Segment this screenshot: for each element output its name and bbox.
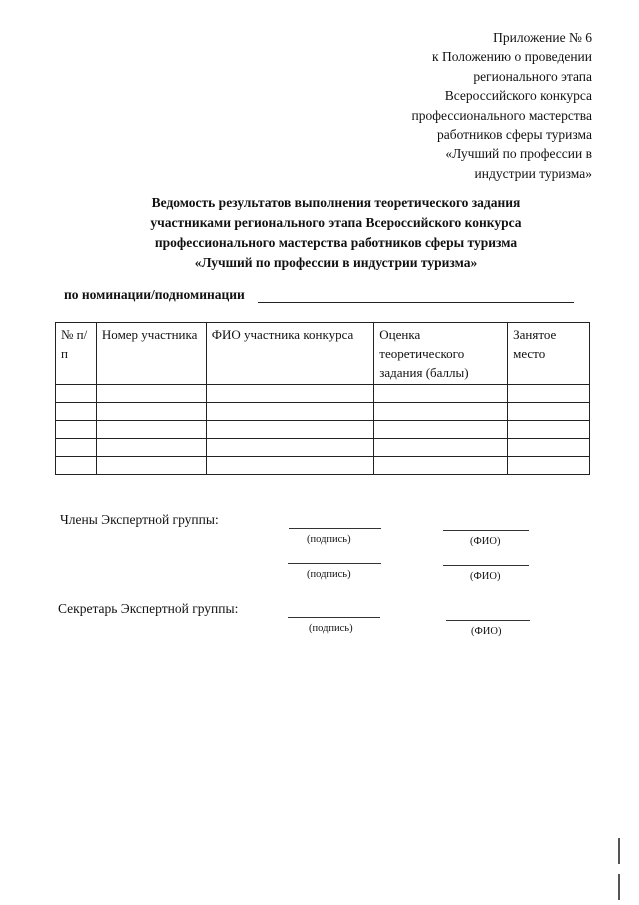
table-cell[interactable] (56, 385, 97, 403)
table-cell[interactable] (96, 439, 206, 457)
signature-line[interactable] (288, 563, 381, 564)
table-cell[interactable] (206, 403, 374, 421)
annex-line: работников сферы туризма (436, 127, 592, 143)
document-title (120, 193, 552, 273)
table-cell[interactable] (56, 421, 97, 439)
table-cell[interactable] (374, 421, 508, 439)
table-cell[interactable] (508, 421, 590, 439)
table-cell[interactable] (96, 385, 206, 403)
table-cell[interactable] (56, 439, 97, 457)
name-line[interactable] (443, 530, 529, 531)
results-table (55, 322, 590, 475)
name-caption: (ФИО) (471, 626, 502, 637)
table-cell[interactable] (206, 421, 374, 439)
table-cell[interactable] (96, 457, 206, 475)
table-row (56, 385, 590, 403)
table-cell[interactable] (56, 457, 97, 475)
table-cell[interactable] (508, 403, 590, 421)
name-line[interactable] (443, 565, 529, 566)
annex-line: индустрии туризма» (474, 165, 592, 181)
annex-line: к Положению о проведении (432, 49, 592, 65)
table-header-row (56, 323, 590, 385)
annex-header (412, 28, 592, 183)
table-row (56, 439, 590, 457)
annex-line: Приложение № 6 (493, 30, 592, 45)
header-score: Оценка теоретического задания (баллы) (374, 323, 508, 385)
table-cell[interactable] (508, 385, 590, 403)
table-cell[interactable] (374, 385, 508, 403)
table-cell[interactable] (96, 403, 206, 421)
table-row (56, 457, 590, 475)
signature-caption: (подпись) (309, 623, 353, 634)
signature-caption: (подпись) (307, 534, 351, 545)
annex-line: профессионального мастерства (411, 107, 592, 123)
table-cell[interactable] (374, 403, 508, 421)
table-row (56, 403, 590, 421)
table-cell[interactable] (374, 439, 508, 457)
table-cell[interactable] (508, 439, 590, 457)
signature-line[interactable] (289, 528, 381, 529)
experts-label: Члены Экспертной группы: (60, 512, 219, 527)
header-participant-name: ФИО участника конкурса (206, 323, 374, 385)
name-caption: (ФИО) (470, 571, 501, 582)
table-cell[interactable] (96, 421, 206, 439)
signature-line[interactable] (288, 617, 380, 618)
table-row (56, 421, 590, 439)
title-line: «Лучший по профессии в индустрии туризма» (194, 255, 478, 270)
annex-line: Всероссийского конкурса (444, 88, 592, 104)
name-line[interactable] (446, 620, 530, 621)
signature-caption: (подпись) (307, 569, 351, 580)
header-number: № п/п (56, 323, 97, 385)
secretary-label: Секретарь Экспертной группы: (58, 601, 239, 616)
title-line: участниками регионального этапа Всероссийского конкурса (150, 215, 522, 230)
table-cell[interactable] (56, 403, 97, 421)
table-cell[interactable] (206, 385, 374, 403)
name-caption: (ФИО) (470, 536, 501, 547)
table-cell[interactable] (206, 439, 374, 457)
table-cell[interactable] (374, 457, 508, 475)
nomination-label: по номинации/подноминации (64, 287, 245, 302)
header-participant-number: Номер участника (96, 323, 206, 385)
title-line: профессионального мастерства работников сферы туризма (154, 235, 518, 250)
annex-line: «Лучший по профессии в (445, 146, 592, 162)
table-cell[interactable] (508, 457, 590, 475)
scan-artifact (618, 874, 620, 900)
annex-line: регионального этапа (473, 68, 592, 84)
header-place: Занятое место (508, 323, 590, 385)
table-cell[interactable] (206, 457, 374, 475)
title-line: Ведомость результатов выполнения теоретического задания (151, 195, 521, 210)
scan-artifact (618, 838, 620, 864)
nomination-fill-line[interactable] (258, 302, 574, 303)
